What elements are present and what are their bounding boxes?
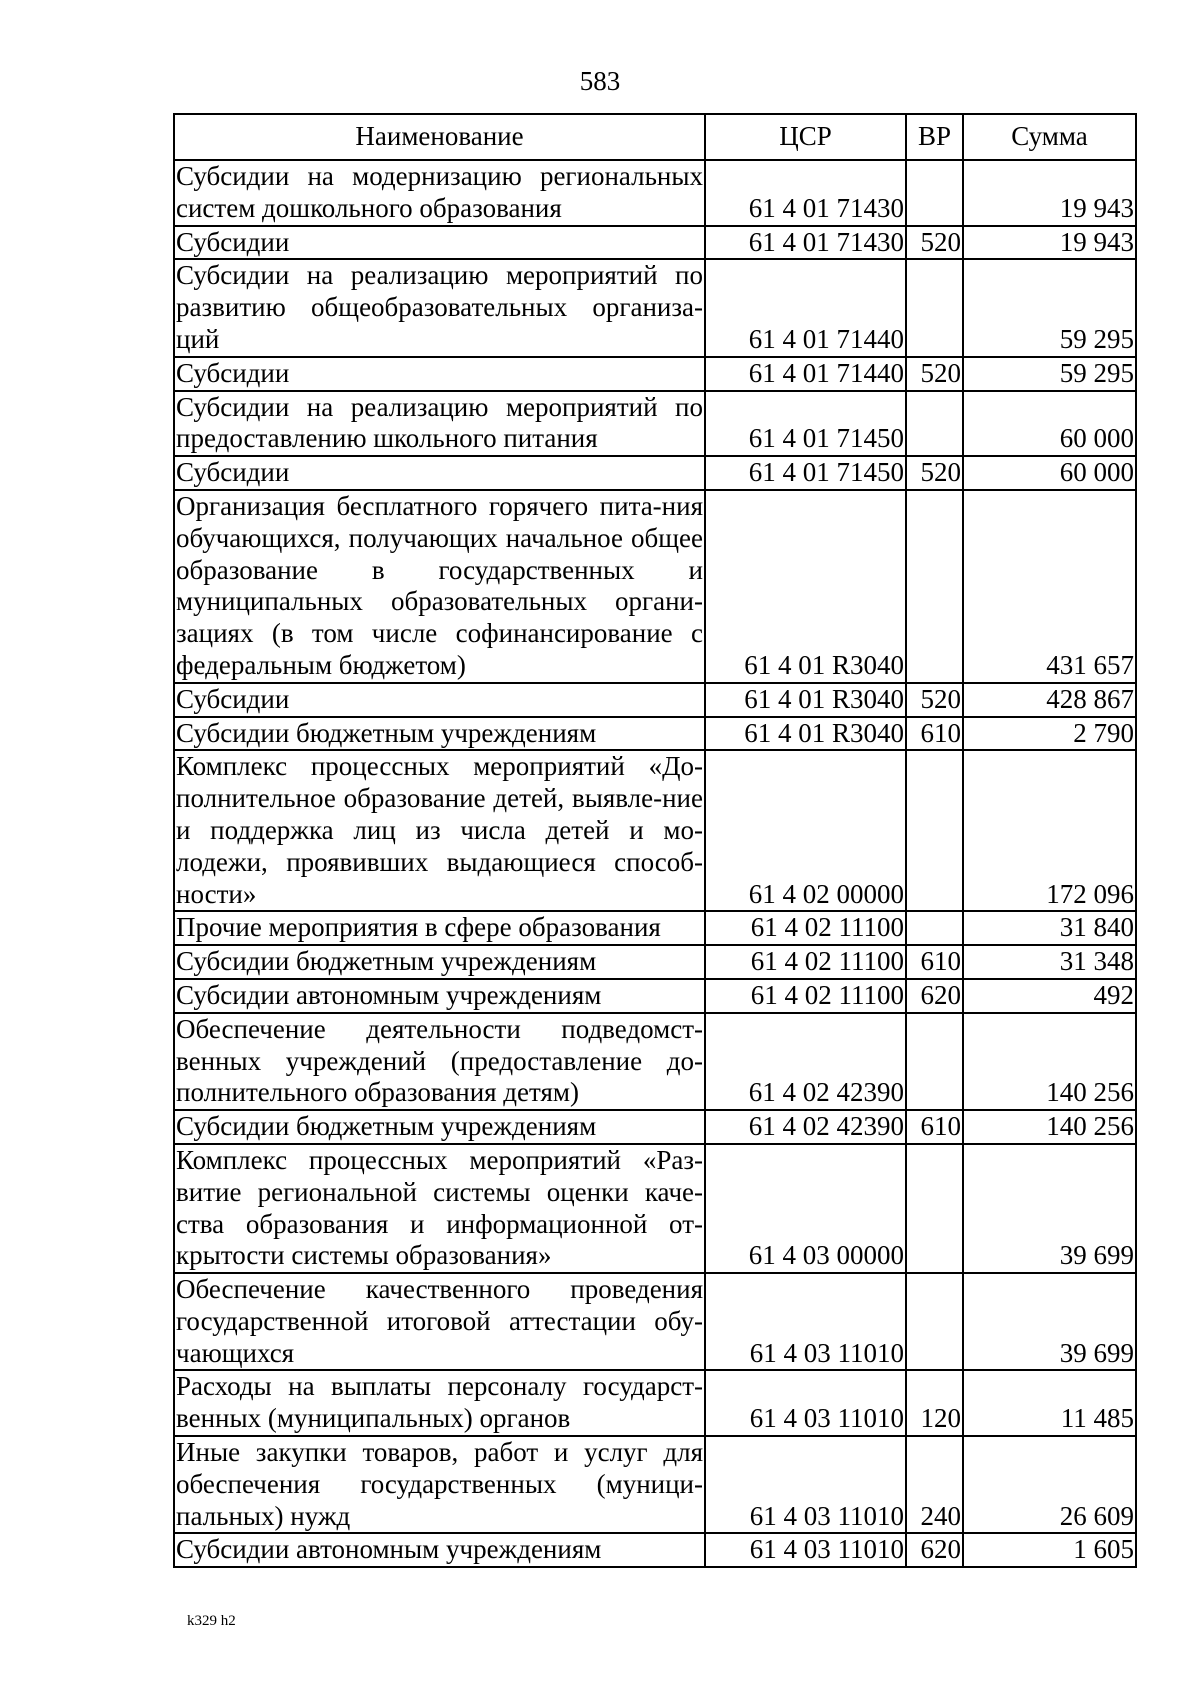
table-row [174, 945, 1136, 979]
table-row [174, 1436, 1136, 1533]
page-number: 583 [579, 66, 621, 96]
row-sum-cell: 19 943 [963, 160, 1136, 226]
table-row [174, 1273, 1136, 1370]
row-name-cell: Субсидии автономным учреждениям [174, 979, 705, 1013]
row-vr-cell [906, 259, 963, 356]
row-csr-cell: 61 4 02 42390 [705, 1110, 906, 1144]
row-name-cell: Субсидии [174, 456, 705, 490]
row-sum-cell: 2 790 [963, 717, 1136, 751]
row-vr-cell: 610 [906, 945, 963, 979]
row-csr-cell: 61 4 01 71450 [705, 391, 906, 457]
row-csr-cell: 61 4 01 R3040 [705, 717, 906, 751]
row-sum-cell: 11 485 [963, 1370, 1136, 1436]
row-sum-cell: 60 000 [963, 391, 1136, 457]
table-row [174, 226, 1136, 260]
table-row [174, 1144, 1136, 1273]
table-row [174, 1370, 1136, 1436]
row-csr-cell: 61 4 01 R3040 [705, 490, 906, 683]
row-sum-cell: 31 840 [963, 911, 1136, 945]
row-sum-cell: 39 699 [963, 1144, 1136, 1273]
row-sum-cell: 428 867 [963, 683, 1136, 717]
row-vr-cell: 610 [906, 1110, 963, 1144]
row-name-cell: Иные закупки товаров, работ и услуг для обеспечения государственных (муници-пальных) нужд [174, 1436, 705, 1533]
row-vr-cell [906, 1144, 963, 1273]
row-vr-cell: 620 [906, 1533, 963, 1567]
table-row [174, 911, 1136, 945]
row-vr-cell: 520 [906, 456, 963, 490]
table-row [174, 979, 1136, 1013]
row-name-cell: Обеспечение деятельности подведомст-венных учреждений (предоставление до-полнительного образования детям) [174, 1013, 705, 1110]
row-vr-cell: 520 [906, 357, 963, 391]
table-row [174, 490, 1136, 683]
footer-document-code: k329 h2 [187, 1613, 236, 1629]
row-csr-cell: 61 4 03 11010 [705, 1533, 906, 1567]
row-vr-cell [906, 160, 963, 226]
row-name-cell: Субсидии бюджетным учреждениям [174, 945, 705, 979]
budget-table [173, 113, 1137, 1568]
row-vr-cell: 610 [906, 717, 963, 751]
row-name-cell: Субсидии на модернизацию региональных систем дошкольного образования [174, 160, 705, 226]
row-vr-cell [906, 750, 963, 911]
table-row [174, 750, 1136, 911]
table-row [174, 717, 1136, 751]
table-row [174, 1110, 1136, 1144]
row-vr-cell [906, 911, 963, 945]
row-csr-cell: 61 4 03 11010 [705, 1436, 906, 1533]
row-vr-cell [906, 1013, 963, 1110]
row-sum-cell: 26 609 [963, 1436, 1136, 1533]
row-vr-cell [906, 1273, 963, 1370]
header-vr: ВР [906, 114, 963, 160]
table-row [174, 391, 1136, 457]
row-name-cell: Прочие мероприятия в сфере образования [174, 911, 705, 945]
row-name-cell: Организация бесплатного горячего пита-ния обучающихся, получающих начальное общее образование в государственных и муниципальных образовательных органи-зациях (в том числе софинансирование с федеральным бюджетом) [174, 490, 705, 683]
row-csr-cell: 61 4 01 71430 [705, 160, 906, 226]
table-row [174, 1533, 1136, 1567]
row-vr-cell: 520 [906, 226, 963, 260]
table-row [174, 160, 1136, 226]
row-csr-cell: 61 4 01 71450 [705, 456, 906, 490]
row-sum-cell: 431 657 [963, 490, 1136, 683]
row-sum-cell: 140 256 [963, 1110, 1136, 1144]
table-row [174, 683, 1136, 717]
row-sum-cell: 31 348 [963, 945, 1136, 979]
row-sum-cell: 39 699 [963, 1273, 1136, 1370]
row-sum-cell: 172 096 [963, 750, 1136, 911]
row-vr-cell [906, 490, 963, 683]
table-row [174, 1013, 1136, 1110]
row-csr-cell: 61 4 02 00000 [705, 750, 906, 911]
row-csr-cell: 61 4 02 11100 [705, 911, 906, 945]
row-csr-cell: 61 4 02 11100 [705, 979, 906, 1013]
header-sum: Сумма [963, 114, 1136, 160]
row-csr-cell: 61 4 02 11100 [705, 945, 906, 979]
row-name-cell: Субсидии на реализацию мероприятий по развитию общеобразовательных организа-ций [174, 259, 705, 356]
row-name-cell: Субсидии на реализацию мероприятий по предоставлению школьного питания [174, 391, 705, 457]
row-vr-cell [906, 391, 963, 457]
row-csr-cell: 61 4 03 11010 [705, 1273, 906, 1370]
table-header-row [174, 114, 1136, 160]
row-name-cell: Субсидии бюджетным учреждениям [174, 717, 705, 751]
row-sum-cell: 19 943 [963, 226, 1136, 260]
row-name-cell: Субсидии бюджетным учреждениям [174, 1110, 705, 1144]
row-csr-cell: 61 4 01 71440 [705, 259, 906, 356]
row-vr-cell: 240 [906, 1436, 963, 1533]
row-name-cell: Комплекс процессных мероприятий «До-полнительное образование детей, выявле-ние и поддержка лиц из числа детей и мо-лодежи, проявивших выдающиеся способ-ности» [174, 750, 705, 911]
row-name-cell: Субсидии [174, 683, 705, 717]
row-vr-cell: 520 [906, 683, 963, 717]
header-csr: ЦСР [705, 114, 906, 160]
header-name: Наименование [174, 114, 705, 160]
row-sum-cell: 492 [963, 979, 1136, 1013]
row-sum-cell: 59 295 [963, 259, 1136, 356]
row-csr-cell: 61 4 01 R3040 [705, 683, 906, 717]
row-name-cell: Субсидии автономным учреждениям [174, 1533, 705, 1567]
row-csr-cell: 61 4 02 42390 [705, 1013, 906, 1110]
row-csr-cell: 61 4 03 11010 [705, 1370, 906, 1436]
row-vr-cell: 120 [906, 1370, 963, 1436]
table-row [174, 259, 1136, 356]
table-row [174, 357, 1136, 391]
row-sum-cell: 59 295 [963, 357, 1136, 391]
row-sum-cell: 140 256 [963, 1013, 1136, 1110]
row-name-cell: Субсидии [174, 226, 705, 260]
row-name-cell: Субсидии [174, 357, 705, 391]
row-name-cell: Комплекс процессных мероприятий «Раз-витие региональной системы оценки каче-ства образования и информационной от-крытости системы образования» [174, 1144, 705, 1273]
row-csr-cell: 61 4 01 71430 [705, 226, 906, 260]
row-vr-cell: 620 [906, 979, 963, 1013]
row-name-cell: Обеспечение качественного проведения государственной итоговой аттестации обу-чающихся [174, 1273, 705, 1370]
table-row [174, 456, 1136, 490]
row-csr-cell: 61 4 01 71440 [705, 357, 906, 391]
row-name-cell: Расходы на выплаты персоналу государст-венных (муниципальных) органов [174, 1370, 705, 1436]
row-sum-cell: 1 605 [963, 1533, 1136, 1567]
row-sum-cell: 60 000 [963, 456, 1136, 490]
row-csr-cell: 61 4 03 00000 [705, 1144, 906, 1273]
